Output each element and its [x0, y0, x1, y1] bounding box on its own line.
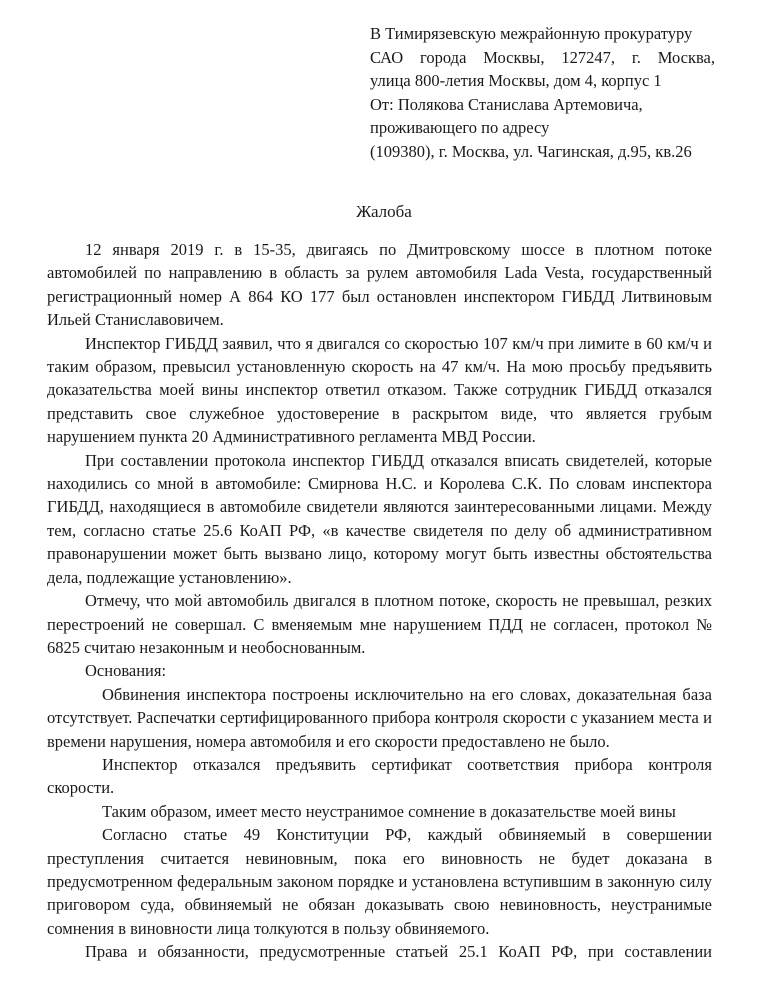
paragraph-grounds-evidence: Обвинения инспектора построены исключительно на его словах, доказательная база отсутствует. Распечатки сертифицированного прибора контроля скорости с указанием места и времени нарушения, номера автомобиля и его скорости предоставлено не было. [47, 684, 712, 751]
addressee-line: В Тимирязевскую межрайонную прокуратуру [370, 24, 693, 43]
document-body [47, 238, 712, 964]
paragraph-grounds-heading: Основания: [85, 661, 167, 681]
paragraph-disagreement: Отмечу, что мой автомобиль двигался в плотном потоке, скорость не превышал, резких перестроений не совершал. С вменяемым мне нарушением ПДД не согласен, протокол № 6825 считаю незаконным и необоснованным. [47, 591, 712, 657]
sender-address-line: (109380), г. Москва, ул. Чагинская, д.95, кв.26 [370, 141, 692, 161]
sender-line: От: Полякова Станислава Артемовича, [370, 94, 643, 114]
paragraph-grounds-doubt: Таким образом, имеет место неустранимое сомнение в доказательстве моей вины [102, 801, 676, 821]
document-title: Жалоба [356, 202, 412, 221]
addressee-line: улица 800-летия Москвы, дом 4, корпус 1 [370, 71, 662, 90]
paragraph-grounds-certificate: Инспектор отказался предъявить сертификат соответствия прибора контроля скорости. [47, 754, 712, 798]
paragraph-inspector-claim: Инспектор ГИБДД заявил, что я двигался со скоростью 107 км/ч при лимите в 60 км/ч и таким образом, превысил установленную скорость на 47 км/ч. На мою просьбу предъявить доказательства моей вины инспектор ответил отказом. Также сотрудник ГИБДД отказался представить свое служебное удостоверение в раскрытом виде, что является грубым нарушением пункта 20 Административного регламента МВД России. [47, 333, 712, 447]
addressee-line: САО города Москвы, 127247, г. Москва, [370, 47, 715, 67]
sender-line: проживающего по адресу [370, 118, 550, 137]
paragraph-rights: Права и обязанности, предусмотренные статьей 25.1 КоАП РФ, при составлении [85, 942, 712, 962]
paragraph-witnesses: При составлении протокола инспектор ГИБДД отказался вписать свидетелей, которые находились со мной в автомобиле: Смирнова Н.С. и Королева С.К. По словам инспектора ГИБДД, находящиеся в автомобиле свидетели являются заинтересованными лицами. Между тем, согласно статье 25.6 КоАП РФ, «в качестве свидетеля по делу об административном правонарушении может быть вызвано лицо, которому могут быть известны обстоятельства дела, подлежащие установлению». [47, 450, 712, 587]
paragraph-incident: 12 января 2019 г. в 15-35, двигаясь по Дмитровскому шоссе в плотном потоке автомобилей по направлению в область за рулем автомобиля Lada Vesta, государственный регистрационный номер А 864 КО 177 был остановлен инспектором ГИБДД Литвиновым Ильей Станиславовичем. [47, 240, 712, 330]
addressee-block [370, 22, 715, 163]
paragraph-constitution: Согласно статье 49 Конституции РФ, каждый обвиняемый в совершении преступления считается невиновным, пока его виновность не будет доказана в предусмотренном федеральным законом порядке и установлена вступившим в законную силу приговором суда, обвиняемый не обязан доказывать свою невиновность, неустранимые сомнения в виновности лица толкуются в пользу обвиняемого. [47, 825, 712, 938]
